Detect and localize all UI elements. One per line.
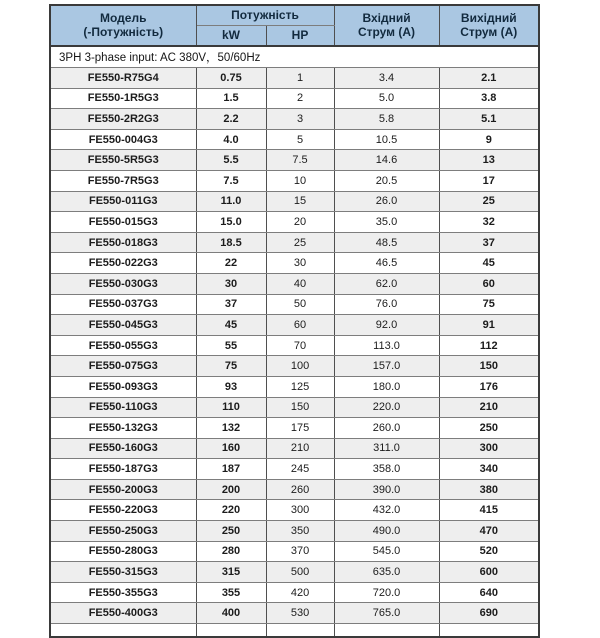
kw-cell: 220 — [196, 500, 266, 521]
kw-cell: 160 — [196, 438, 266, 459]
input-current-cell: 62.0 — [334, 273, 439, 294]
partial-cell — [266, 624, 334, 638]
output-current-cell: 210 — [439, 397, 539, 418]
table-row — [50, 68, 539, 89]
table-row — [50, 253, 539, 274]
input-current-cell: 545.0 — [334, 541, 439, 562]
output-current-cell: 25 — [439, 191, 539, 212]
output-current-cell: 60 — [439, 273, 539, 294]
table-row — [50, 88, 539, 109]
output-current-cell: 75 — [439, 294, 539, 315]
output-current-cell: 13 — [439, 150, 539, 171]
hp-cell: 210 — [266, 438, 334, 459]
output-current-cell: 112 — [439, 335, 539, 356]
kw-cell: 30 — [196, 273, 266, 294]
input-current-cell: 46.5 — [334, 253, 439, 274]
hp-cell: 300 — [266, 500, 334, 521]
kw-cell: 400 — [196, 603, 266, 624]
header-model-line1: Модель — [100, 10, 147, 25]
model-cell: FE550-355G3 — [50, 582, 196, 603]
output-current-cell: 176 — [439, 376, 539, 397]
model-cell: FE550-018G3 — [50, 232, 196, 253]
model-cell: FE550-004G3 — [50, 129, 196, 150]
input-current-cell: 635.0 — [334, 562, 439, 583]
input-current-cell: 157.0 — [334, 356, 439, 377]
input-current-cell: 48.5 — [334, 232, 439, 253]
hp-cell: 420 — [266, 582, 334, 603]
kw-cell: 11.0 — [196, 191, 266, 212]
model-cell: FE550-220G3 — [50, 500, 196, 521]
table-row — [50, 191, 539, 212]
hp-cell: 370 — [266, 541, 334, 562]
kw-cell: 45 — [196, 315, 266, 336]
kw-cell: 55 — [196, 335, 266, 356]
hp-cell: 50 — [266, 294, 334, 315]
model-cell: FE550-280G3 — [50, 541, 196, 562]
model-cell: FE550-075G3 — [50, 356, 196, 377]
kw-cell: 355 — [196, 582, 266, 603]
table-row — [50, 356, 539, 377]
output-current-cell: 640 — [439, 582, 539, 603]
output-current-cell: 9 — [439, 129, 539, 150]
model-cell: FE550-030G3 — [50, 273, 196, 294]
kw-cell: 15.0 — [196, 212, 266, 233]
table-row — [50, 376, 539, 397]
header-model-line2: (-Потужність) — [83, 24, 164, 39]
output-current-cell: 91 — [439, 315, 539, 336]
kw-cell: 4.0 — [196, 129, 266, 150]
model-cell: FE550-011G3 — [50, 191, 196, 212]
table-row — [50, 109, 539, 130]
kw-cell: 1.5 — [196, 88, 266, 109]
hp-cell: 260 — [266, 479, 334, 500]
kw-cell: 132 — [196, 418, 266, 439]
model-cell: FE550-110G3 — [50, 397, 196, 418]
output-current-cell: 415 — [439, 500, 539, 521]
header-input-current — [334, 5, 439, 46]
table-row — [50, 273, 539, 294]
input-current-cell: 180.0 — [334, 376, 439, 397]
table-row — [50, 170, 539, 191]
input-current-cell: 35.0 — [334, 212, 439, 233]
kw-cell: 7.5 — [196, 170, 266, 191]
input-current-cell: 260.0 — [334, 418, 439, 439]
model-cell: FE550-093G3 — [50, 376, 196, 397]
hp-cell: 7.5 — [266, 150, 334, 171]
hp-cell: 1 — [266, 68, 334, 89]
output-current-cell: 32 — [439, 212, 539, 233]
output-current-cell: 690 — [439, 603, 539, 624]
model-cell: FE550-132G3 — [50, 418, 196, 439]
input-current-cell: 10.5 — [334, 129, 439, 150]
table-row — [50, 129, 539, 150]
hp-cell: 5 — [266, 129, 334, 150]
table-row — [50, 397, 539, 418]
header-model — [50, 5, 196, 46]
table-body — [50, 46, 539, 637]
kw-cell: 280 — [196, 541, 266, 562]
table-row — [50, 232, 539, 253]
table-row — [50, 603, 539, 624]
kw-cell: 315 — [196, 562, 266, 583]
hp-cell: 500 — [266, 562, 334, 583]
kw-cell: 75 — [196, 356, 266, 377]
partial-row — [50, 624, 539, 638]
partial-cell — [334, 624, 439, 638]
hp-cell: 70 — [266, 335, 334, 356]
input-current-cell: 432.0 — [334, 500, 439, 521]
header-kw: kW — [196, 26, 266, 47]
input-current-cell: 720.0 — [334, 582, 439, 603]
input-current-cell: 3.4 — [334, 68, 439, 89]
kw-cell: 5.5 — [196, 150, 266, 171]
output-current-cell: 2.1 — [439, 68, 539, 89]
hp-cell: 100 — [266, 356, 334, 377]
output-current-cell: 600 — [439, 562, 539, 583]
hp-cell: 15 — [266, 191, 334, 212]
partial-cell — [196, 624, 266, 638]
hp-cell: 30 — [266, 253, 334, 274]
output-current-cell: 300 — [439, 438, 539, 459]
header-output-current — [439, 5, 539, 46]
model-cell: FE550-5R5G3 — [50, 150, 196, 171]
input-current-cell: 14.6 — [334, 150, 439, 171]
output-current-cell: 380 — [439, 479, 539, 500]
input-current-cell: 311.0 — [334, 438, 439, 459]
header-output-line1: Вихідний — [460, 10, 517, 25]
input-current-cell: 113.0 — [334, 335, 439, 356]
hp-cell: 2 — [266, 88, 334, 109]
kw-cell: 2.2 — [196, 109, 266, 130]
table-row — [50, 521, 539, 542]
model-cell: FE550-022G3 — [50, 253, 196, 274]
hp-cell: 245 — [266, 459, 334, 480]
kw-cell: 37 — [196, 294, 266, 315]
hp-cell: 40 — [266, 273, 334, 294]
partial-cell — [50, 624, 196, 638]
input-current-cell: 76.0 — [334, 294, 439, 315]
model-cell: FE550-250G3 — [50, 521, 196, 542]
output-current-cell: 520 — [439, 541, 539, 562]
output-current-cell: 3.8 — [439, 88, 539, 109]
table-row — [50, 479, 539, 500]
table-row — [50, 294, 539, 315]
model-cell: FE550-160G3 — [50, 438, 196, 459]
input-current-cell: 358.0 — [334, 459, 439, 480]
header-input-line2: Струм (А) — [357, 24, 416, 39]
model-cell: FE550-315G3 — [50, 562, 196, 583]
header-hp: HP — [266, 26, 334, 47]
table-row — [50, 150, 539, 171]
output-current-cell: 150 — [439, 356, 539, 377]
hp-cell: 20 — [266, 212, 334, 233]
input-current-cell: 5.8 — [334, 109, 439, 130]
kw-cell: 18.5 — [196, 232, 266, 253]
input-current-cell: 220.0 — [334, 397, 439, 418]
output-current-cell: 37 — [439, 232, 539, 253]
output-current-cell: 45 — [439, 253, 539, 274]
output-current-cell: 250 — [439, 418, 539, 439]
input-current-cell: 390.0 — [334, 479, 439, 500]
header-input-line1: Вхідний — [362, 10, 411, 25]
output-current-cell: 17 — [439, 170, 539, 191]
model-cell: FE550-015G3 — [50, 212, 196, 233]
hp-cell: 10 — [266, 170, 334, 191]
table-row — [50, 438, 539, 459]
table-row — [50, 335, 539, 356]
input-current-cell: 92.0 — [334, 315, 439, 336]
input-current-cell: 20.5 — [334, 170, 439, 191]
model-cell: FE550-2R2G3 — [50, 109, 196, 130]
table-row — [50, 459, 539, 480]
hp-cell: 60 — [266, 315, 334, 336]
section-row-label: 3PH 3-phase input: AC 380V，50/60Hz — [50, 46, 539, 68]
table-row — [50, 562, 539, 583]
output-current-cell: 5.1 — [439, 109, 539, 130]
model-cell: FE550-400G3 — [50, 603, 196, 624]
hp-cell: 125 — [266, 376, 334, 397]
model-cell: FE550-200G3 — [50, 479, 196, 500]
model-cell: FE550-1R5G3 — [50, 88, 196, 109]
hp-cell: 3 — [266, 109, 334, 130]
kw-cell: 250 — [196, 521, 266, 542]
specs-table — [49, 4, 540, 638]
hp-cell: 25 — [266, 232, 334, 253]
model-cell: FE550-037G3 — [50, 294, 196, 315]
output-current-cell: 340 — [439, 459, 539, 480]
input-current-cell: 5.0 — [334, 88, 439, 109]
kw-cell: 187 — [196, 459, 266, 480]
kw-cell: 93 — [196, 376, 266, 397]
table-row — [50, 315, 539, 336]
model-cell: FE550-187G3 — [50, 459, 196, 480]
model-cell: FE550-055G3 — [50, 335, 196, 356]
input-current-cell: 490.0 — [334, 521, 439, 542]
kw-cell: 200 — [196, 479, 266, 500]
table-row — [50, 541, 539, 562]
hp-cell: 175 — [266, 418, 334, 439]
table-row — [50, 582, 539, 603]
hp-cell: 350 — [266, 521, 334, 542]
hp-cell: 150 — [266, 397, 334, 418]
model-cell: FE550-045G3 — [50, 315, 196, 336]
header-power-group: Потужність — [196, 5, 334, 26]
input-current-cell: 26.0 — [334, 191, 439, 212]
header-output-line2: Струм (А) — [460, 24, 518, 39]
input-current-cell: 765.0 — [334, 603, 439, 624]
model-cell: FE550-7R5G3 — [50, 170, 196, 191]
table-row — [50, 418, 539, 439]
table-row — [50, 212, 539, 233]
kw-cell: 0.75 — [196, 68, 266, 89]
hp-cell: 530 — [266, 603, 334, 624]
model-cell: FE550-R75G4 — [50, 68, 196, 89]
table-row — [50, 500, 539, 521]
section-row-3phase — [50, 46, 539, 68]
table-header — [50, 5, 539, 46]
partial-cell — [439, 624, 539, 638]
kw-cell: 110 — [196, 397, 266, 418]
kw-cell: 22 — [196, 253, 266, 274]
output-current-cell: 470 — [439, 521, 539, 542]
